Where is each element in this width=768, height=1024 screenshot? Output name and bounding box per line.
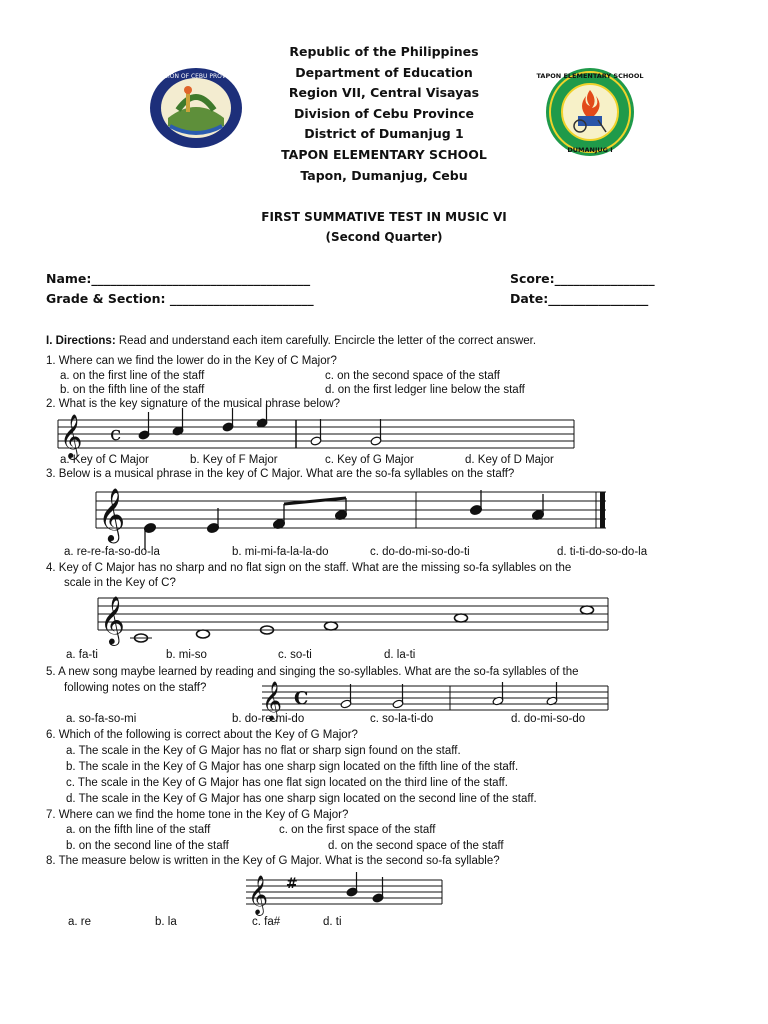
date-field[interactable]: Date:________________ (510, 291, 649, 306)
q5-option-a[interactable]: a. so-fa-so-mi (66, 713, 137, 725)
q8-sharp-sign: # (286, 876, 298, 892)
header-line: Department of Education (295, 64, 473, 80)
q6-option-d[interactable]: d. The scale in the Key of G Major has one sharp sign located on the second line of the staff. (66, 793, 537, 805)
q3-option-d[interactable]: d. ti-ti-do-so-do-la (557, 546, 648, 558)
q2-half-notes (310, 419, 382, 446)
header-line: TAPON ELEMENTARY SCHOOL (281, 146, 487, 162)
q8-option-d[interactable]: d. ti (323, 916, 342, 928)
q8-staff (246, 875, 444, 915)
score-field[interactable]: Score:________________ (510, 271, 655, 286)
q5-option-b[interactable]: b. do-re-mi-do (232, 713, 305, 725)
question-5-cont: following notes on the staff? (64, 682, 207, 694)
q2-staff (58, 414, 578, 458)
question-7: 7. Where can we find the home tone in the Key of G Major? (46, 809, 349, 821)
q4-staff (98, 594, 610, 642)
q3-option-b[interactable]: b. mi-mi-fa-la-la-do (232, 546, 329, 558)
treble-clef-icon: 𝄞 (262, 681, 283, 721)
left-seal-text: DIVISION OF CEBU PROVINCE (151, 73, 241, 80)
header-line: Region VII, Central Visayas (288, 85, 480, 101)
treble-clef-icon: 𝄞 (98, 487, 126, 541)
q1-option-a[interactable]: a. on the first line of the staff (60, 370, 205, 382)
q8-option-b[interactable]: b. la (155, 916, 177, 928)
q7-option-d[interactable]: d. on the second space of the staff (328, 840, 504, 852)
test-title: FIRST SUMMATIVE TEST IN MUSIC VI (261, 210, 507, 224)
question-2: 2. What is the key signature of the musical phrase below? (46, 398, 341, 410)
q4-option-b[interactable]: b. mi-so (166, 649, 207, 661)
q6-option-b[interactable]: b. The scale in the Key of G Major has one sharp sign located on the fifth line of the staff. (66, 761, 519, 773)
q7-option-c[interactable]: c. on the first space of the staff (279, 824, 436, 836)
q2-option-a[interactable]: a. Key of C Major (60, 454, 149, 466)
treble-clef-icon: 𝄞 (60, 414, 83, 458)
treble-clef-icon: 𝄞 (100, 595, 125, 644)
q6-option-a[interactable]: a. The scale in the Key of G Major has no flat or sharp sign found on the staff. (66, 745, 461, 757)
right-seal-text: TAPON ELEMENTARY SCHOOL (536, 72, 644, 80)
right-seal-bottom: DUMANJUG I (567, 146, 613, 154)
q5-option-c[interactable]: c. so-la-ti-do (370, 713, 434, 725)
question-4: 4. Key of C Major has no sharp and no flat sign on the staff. What are the missing so-fa syllables on the (46, 562, 572, 574)
header-line: Division of Cebu Province (293, 105, 475, 121)
q1-option-d[interactable]: d. on the first ledger line below the staff (325, 384, 525, 396)
question-8: 8. The measure below is written in the Key of G Major. What is the second so-fa syllable? (46, 855, 500, 867)
q4-option-d[interactable]: d. la-ti (384, 649, 416, 661)
question-6: 6. Which of the following is correct about the Key of G Major? (46, 729, 358, 741)
q7-option-a[interactable]: a. on the fifth line of the staff (66, 824, 211, 836)
q2-option-d[interactable]: d. Key of D Major (465, 454, 554, 466)
question-4-cont: scale in the Key of C? (64, 577, 176, 589)
q5-option-d[interactable]: d. do-mi-so-do (511, 713, 586, 725)
directions-label: I. Directions: (46, 335, 116, 347)
question-1: 1. Where can we find the lower do in the Key of C Major? (46, 355, 337, 367)
q3-option-c[interactable]: c. do-do-mi-so-do-ti (370, 546, 470, 558)
q5-time-signature: C (294, 688, 309, 709)
q3-beam-low (96, 488, 296, 532)
question-3: 3. Below is a musical phrase in the key of C Major. What are the so-fa syllables on the staff? (46, 468, 515, 480)
q4-whole-notes (135, 606, 594, 642)
name-field[interactable]: Name:___________________________________ (46, 271, 311, 286)
header-line: District of Dumanjug 1 (304, 126, 464, 142)
q1-option-c[interactable]: c. on the second space of the staff (325, 370, 500, 382)
test-subtitle: (Second Quarter) (325, 230, 443, 244)
q2-option-b[interactable]: b. Key of F Major (190, 454, 278, 466)
q3-option-a[interactable]: a. re-re-fa-so-do-la (64, 546, 160, 558)
q4-option-a[interactable]: a. fa-ti (66, 649, 98, 661)
q2-option-c[interactable]: c. Key of G Major (325, 454, 414, 466)
header-line: Tapon, Dumanjug, Cebu (300, 167, 468, 183)
q2-time-signature: c (110, 421, 122, 445)
q1-option-b[interactable]: b. on the fifth line of the staff (60, 384, 205, 396)
question-5: 5. A new song maybe learned by reading and singing the so-syllables. What are the so-fa syllables of the (46, 666, 579, 678)
treble-clef-icon: 𝄞 (248, 875, 269, 915)
header-line: Republic of the Philippines (289, 44, 479, 59)
directions-text: Read and understand each item carefully. Encircle the letter of the correct answer. (115, 335, 537, 347)
q8-option-a[interactable]: a. re (68, 916, 92, 928)
q7-option-b[interactable]: b. on the second line of the staff (66, 840, 229, 852)
grade-section-field[interactable]: Grade & Section: _______________________ (46, 291, 314, 306)
directions (46, 334, 536, 348)
header-block (0, 42, 768, 186)
q4-option-c[interactable]: c. so-ti (278, 649, 312, 661)
q6-option-c[interactable]: c. The scale in the Key of G Major has one flat sign located on the third line of the staff. (66, 777, 508, 789)
q8-option-c[interactable]: c. fa# (252, 916, 281, 928)
